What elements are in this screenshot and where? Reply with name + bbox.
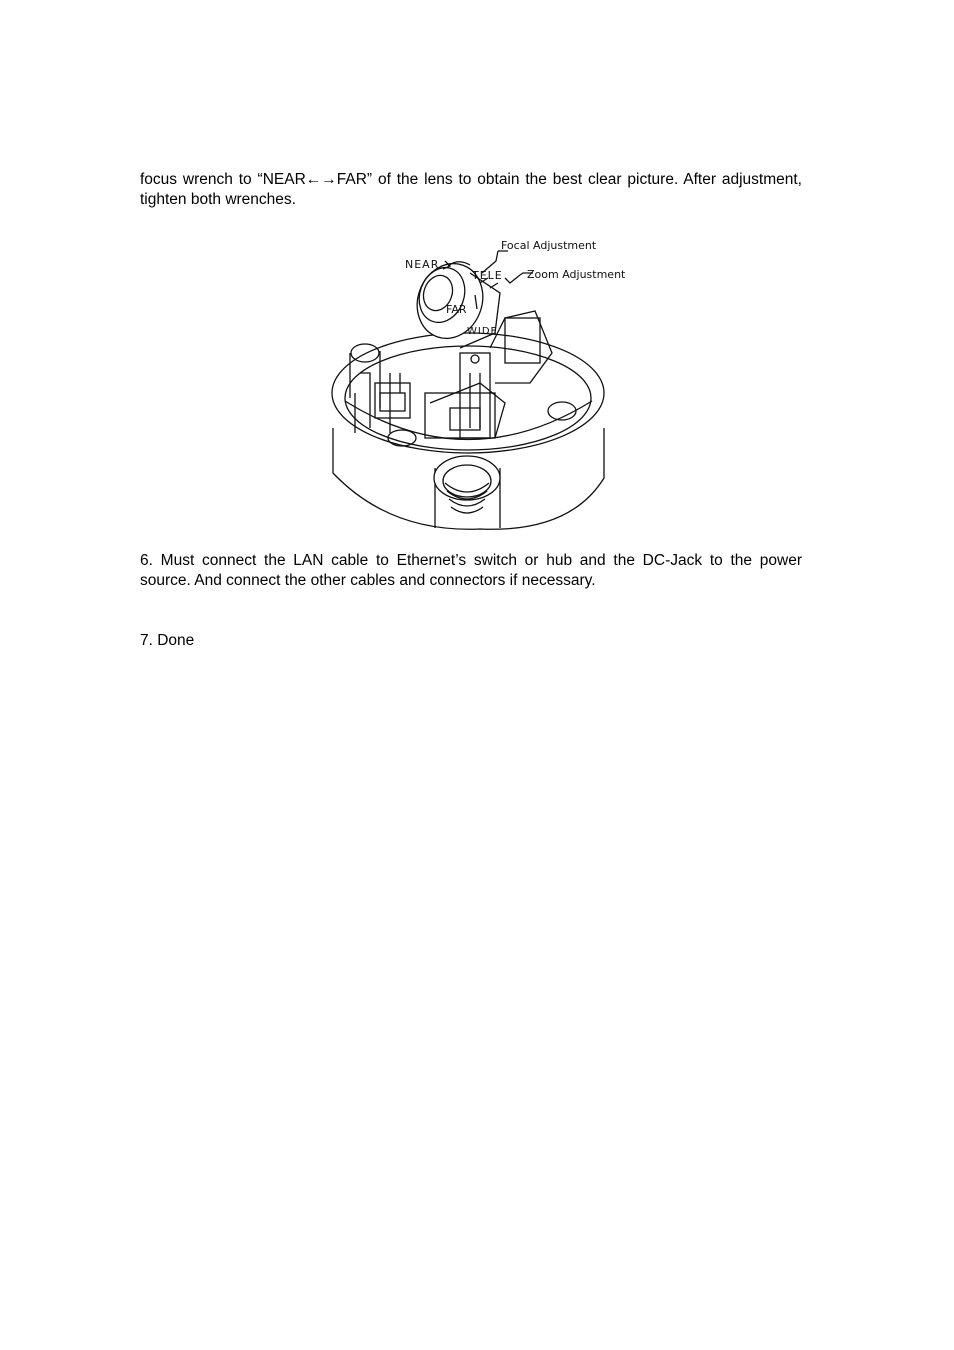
paragraph-step-6: 6. Must connect the LAN cable to Ethernet’s switch or hub and the DC-Jack to the power source. And connect the other cables and connectors if necessary. xyxy=(140,552,802,589)
camera-lens-adjustment-figure xyxy=(330,233,630,533)
paragraph-step-7: 7. Done xyxy=(140,632,195,649)
paragraph-focus-instructions: focus wrench to “NEAR←→FAR” of the lens to obtain the best clear picture. After adjustment, tighten both wrenches. xyxy=(140,171,802,208)
label-near: NEAR xyxy=(405,258,440,271)
dome-base-housing xyxy=(332,333,604,529)
label-tele: TELE xyxy=(472,269,503,282)
label-far: FAR xyxy=(446,303,467,316)
label-wide: WIDE xyxy=(467,326,498,337)
label-focal-adjustment: Focal Adjustment xyxy=(501,239,597,252)
label-zoom-adjustment: Zoom Adjustment xyxy=(527,268,626,281)
